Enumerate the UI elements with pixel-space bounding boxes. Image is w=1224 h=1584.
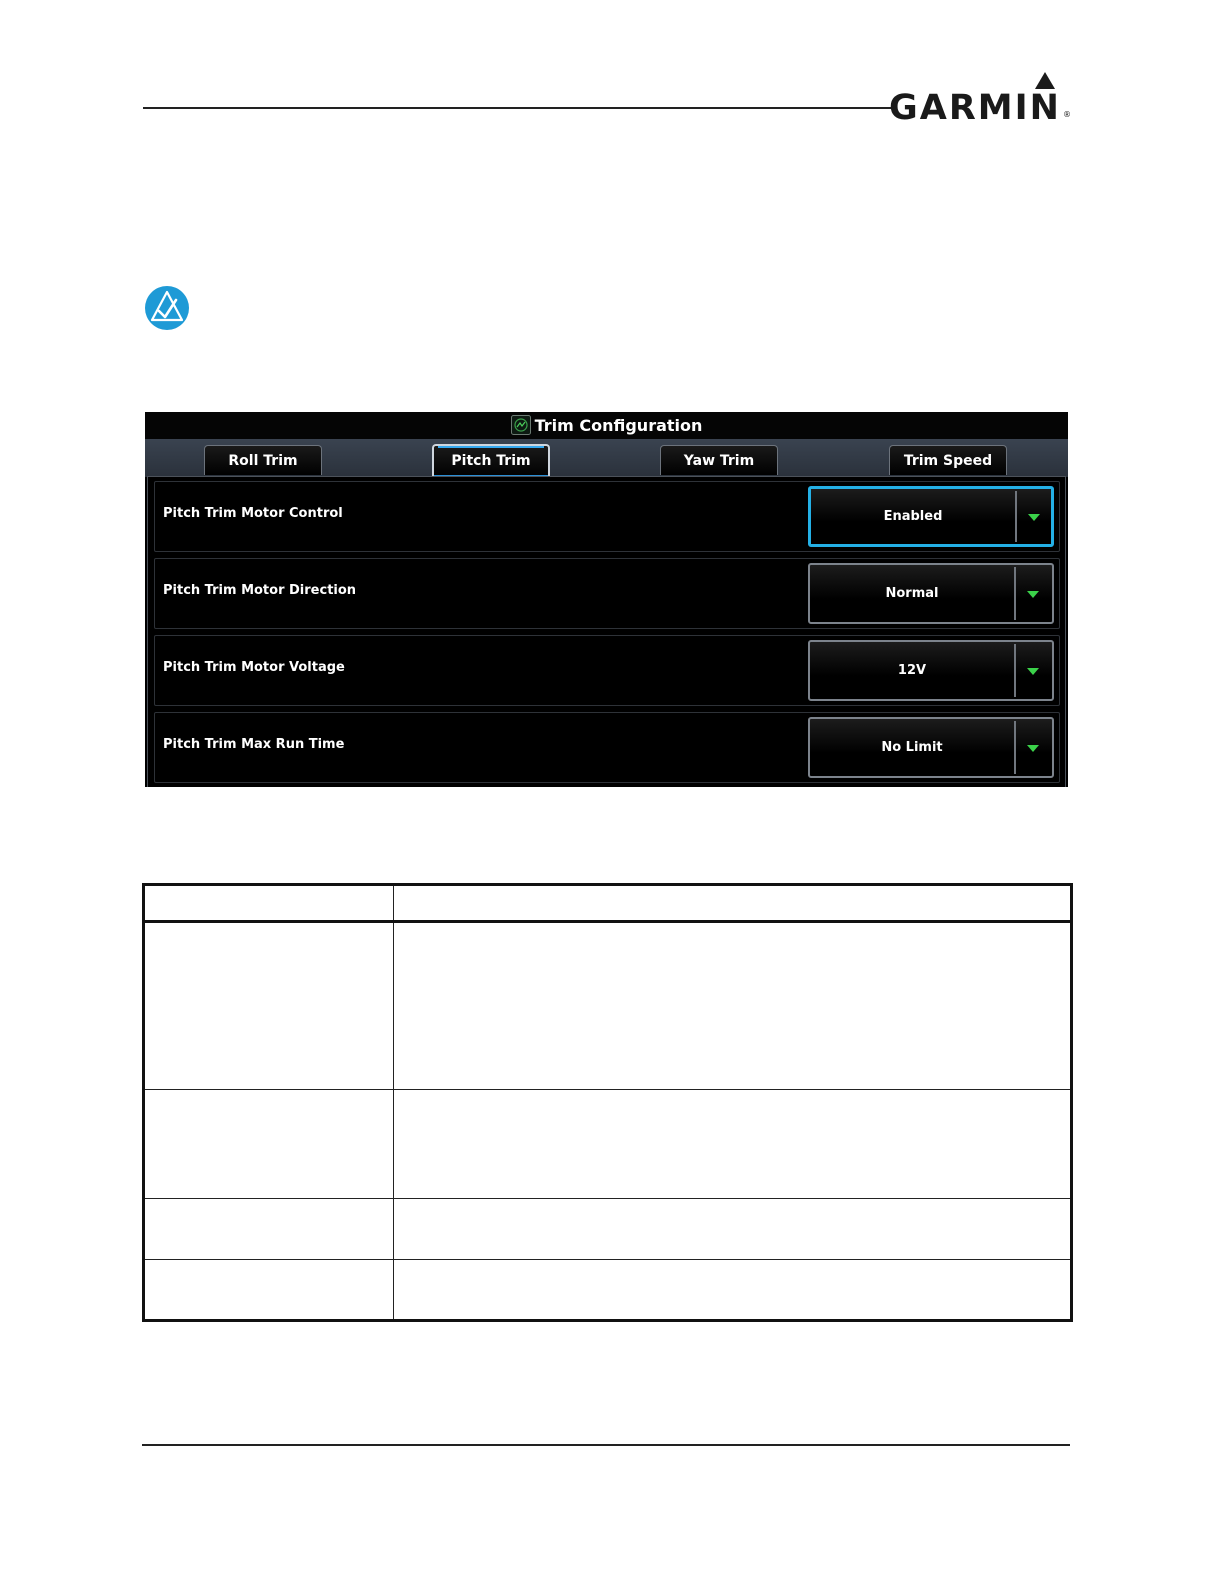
table-cell bbox=[144, 1199, 394, 1260]
tab-yaw-trim[interactable]: Yaw Trim bbox=[660, 445, 778, 475]
setting-row-motor-control bbox=[154, 481, 1060, 552]
logo-triangle bbox=[1035, 72, 1055, 89]
screen-title: Trim Configuration bbox=[534, 416, 703, 435]
tab-trim-speed[interactable]: Trim Speed bbox=[889, 445, 1007, 475]
max-run-time-dropdown[interactable] bbox=[808, 717, 1054, 778]
motor-control-dropdown[interactable] bbox=[808, 486, 1054, 547]
setting-label: Pitch Trim Motor Direction bbox=[163, 583, 357, 598]
chevron-down-icon bbox=[1028, 514, 1040, 521]
table-row bbox=[144, 1260, 1072, 1321]
dropdown-value: Normal bbox=[885, 586, 939, 601]
trim-configuration-screen bbox=[145, 412, 1068, 787]
chevron-down-icon bbox=[1027, 745, 1039, 752]
tab-pitch-trim[interactable]: Pitch Trim bbox=[432, 444, 550, 477]
table-row bbox=[144, 1199, 1072, 1260]
table-row bbox=[144, 1090, 1072, 1199]
table-cell bbox=[144, 922, 394, 1090]
table-row bbox=[144, 922, 1072, 1090]
header-rule bbox=[143, 107, 893, 109]
garmin-logo bbox=[889, 70, 1074, 126]
settings-description-table bbox=[142, 883, 1073, 1322]
dropdown-separator bbox=[1015, 491, 1017, 542]
footer-rule bbox=[142, 1444, 1070, 1446]
dropdown-separator bbox=[1014, 567, 1016, 620]
dropdown-value: No Limit bbox=[881, 740, 943, 755]
tab-bar bbox=[145, 439, 1068, 477]
table-cell bbox=[394, 922, 1072, 1090]
setting-label: Pitch Trim Motor Voltage bbox=[163, 660, 345, 675]
dropdown-separator bbox=[1014, 644, 1016, 697]
settings-panel bbox=[147, 476, 1066, 787]
table-header-row bbox=[144, 885, 1072, 922]
setting-label: Pitch Trim Motor Control bbox=[163, 506, 343, 521]
motor-direction-dropdown[interactable] bbox=[808, 563, 1054, 624]
table-cell bbox=[394, 1199, 1072, 1260]
table-cell bbox=[394, 1090, 1072, 1199]
chevron-down-icon bbox=[1027, 591, 1039, 598]
note-check-icon bbox=[144, 285, 190, 331]
setting-row-motor-direction bbox=[154, 558, 1060, 629]
trim-config-icon bbox=[511, 415, 531, 435]
table-cell bbox=[144, 1260, 394, 1321]
logo-text: GARMIN bbox=[889, 88, 1061, 128]
motor-voltage-dropdown[interactable] bbox=[808, 640, 1054, 701]
screen-title-bar bbox=[145, 412, 1068, 439]
tab-roll-trim[interactable]: Roll Trim bbox=[204, 445, 322, 475]
dropdown-value: 12V bbox=[897, 663, 927, 678]
setting-label: Pitch Trim Max Run Time bbox=[163, 737, 345, 752]
table-cell bbox=[394, 885, 1072, 922]
table-cell bbox=[144, 1090, 394, 1199]
setting-row-motor-voltage bbox=[154, 635, 1060, 706]
dropdown-value: Enabled bbox=[883, 509, 943, 524]
table-cell bbox=[394, 1260, 1072, 1321]
table-cell bbox=[144, 885, 394, 922]
dropdown-separator bbox=[1014, 721, 1016, 774]
setting-row-max-run-time bbox=[154, 712, 1060, 783]
logo-registered-mark: ® bbox=[1063, 110, 1071, 119]
chevron-down-icon bbox=[1027, 668, 1039, 675]
